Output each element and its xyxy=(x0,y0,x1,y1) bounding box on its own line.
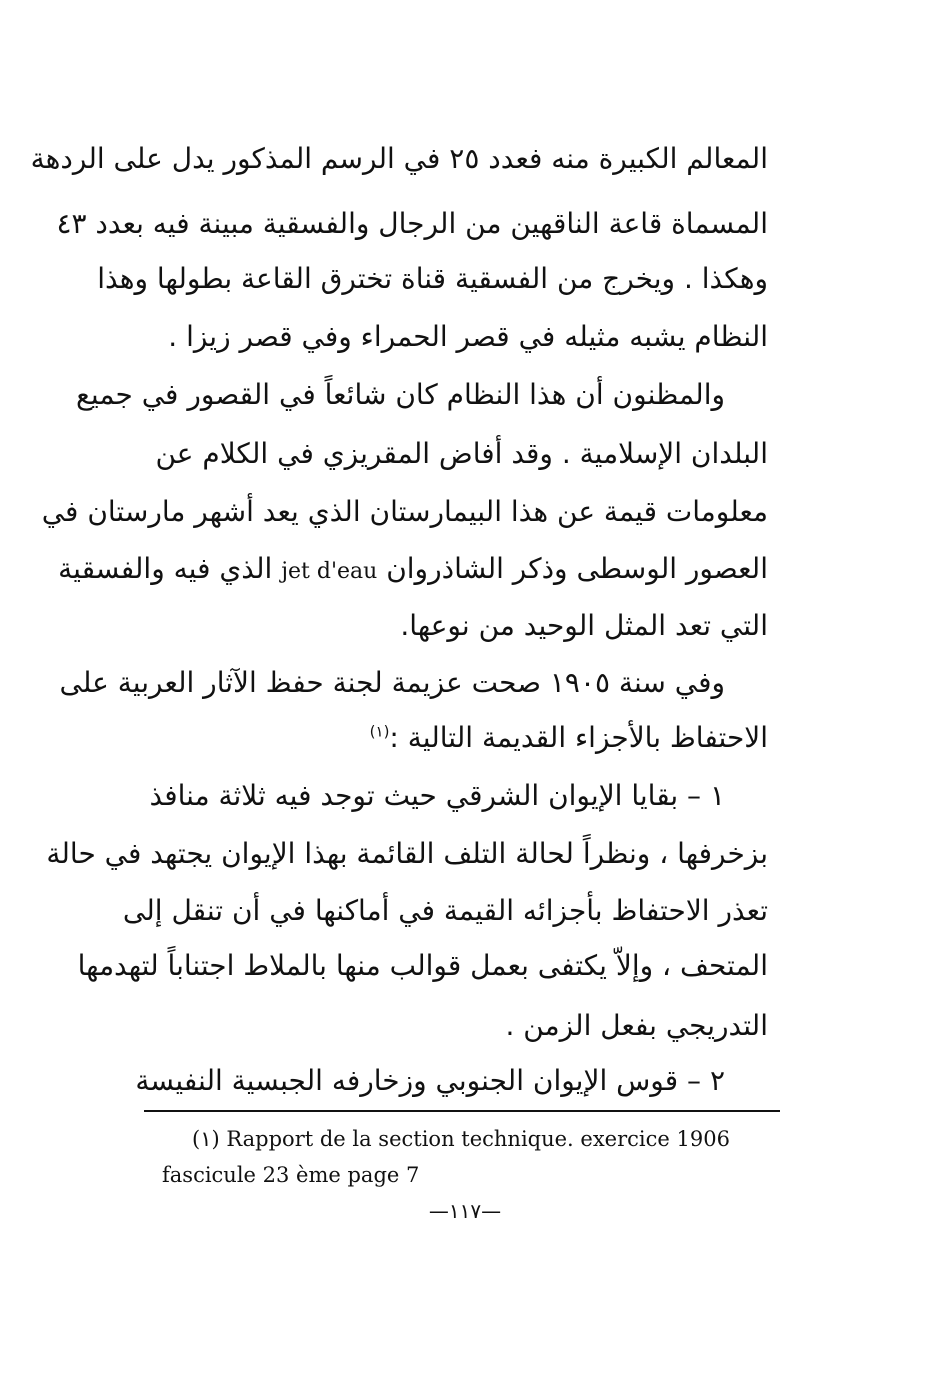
body-line-4: النظام يشبه مثيله في قصر الحمراء وفي قصر زيزا . xyxy=(168,320,768,353)
list-item-2: ٢ – قوس الإيوان الجنوبي وزخارفه الجبسية النفيسة xyxy=(135,1064,725,1097)
body-line-8-start: العصور الوسطى وذكر الشاذروان xyxy=(386,552,768,585)
footnote-divider xyxy=(144,1110,780,1112)
footnote-line-2: fascicule 23 ème page 7 xyxy=(162,1163,420,1187)
body-line-1: المعالم الكبيرة منه فعدد ٢٥ في الرسم المذكور يدل على الردهة xyxy=(30,142,768,175)
footnote-line-1: (١) Rapport de la section technique. exercice 1906 xyxy=(192,1127,730,1151)
list-item-1-line-2: بزخرفها ، ونظراً لحالة التلف القائمة بهذا الإيوان يجتهد في حالة xyxy=(46,837,768,870)
list-item-1-line-1: ١ – بقايا الإيوان الشرقي حيث توجد فيه ثلاثة منافذ xyxy=(149,779,725,812)
list-item-1-line-3: تعذر الاحتفاظ بأجزائه القيمة في أماكنها في أن تنقل إلى xyxy=(122,894,768,927)
body-line-5: والمظنون أن هذا النظام كان شائعاً في القصور في جميع xyxy=(75,378,725,411)
body-line-11 xyxy=(156,718,768,758)
page-number: —١١٧— xyxy=(428,1199,502,1223)
body-line-9: التي تعد المثل الوحيد من نوعها. xyxy=(400,609,768,642)
list-item-1-line-4: المتحف ، وإلاّ يكتفى بعمل قوالب منها بالملاط اجتناباً لتهدمها xyxy=(77,949,768,982)
list-item-1-line-5: التدريجي بفعل الزمن . xyxy=(505,1009,768,1042)
foreign-term: jet d'eau xyxy=(281,559,378,584)
body-line-8 xyxy=(58,549,768,592)
body-line-8-end: الذي فيه والفسقية xyxy=(58,552,273,585)
body-line-10: وفي سنة ١٩٠٥ صحت عزيمة لجنة حفظ الآثار العربية على xyxy=(59,666,725,699)
body-line-7: معلومات قيمة عن هذا البيمارستان الذي يعد أشهر مارستان في xyxy=(41,495,768,528)
body-line-3: وهكذا . ويخرج من الفسقية قناة تخترق القاعة بطولها وهذا xyxy=(97,262,768,295)
footnote-reference: (١) xyxy=(369,722,390,741)
body-line-11-text: الاحتفاظ بالأجزاء القديمة التالية : xyxy=(389,721,768,754)
body-line-2: المسماة قاعة الناقهين من الرجال والفسقية مبينة فيه بعدد ٤٣ xyxy=(56,207,768,240)
body-line-6: البلدان الإسلامية . وقد أفاض المقريزي في الكلام عن xyxy=(155,437,768,470)
